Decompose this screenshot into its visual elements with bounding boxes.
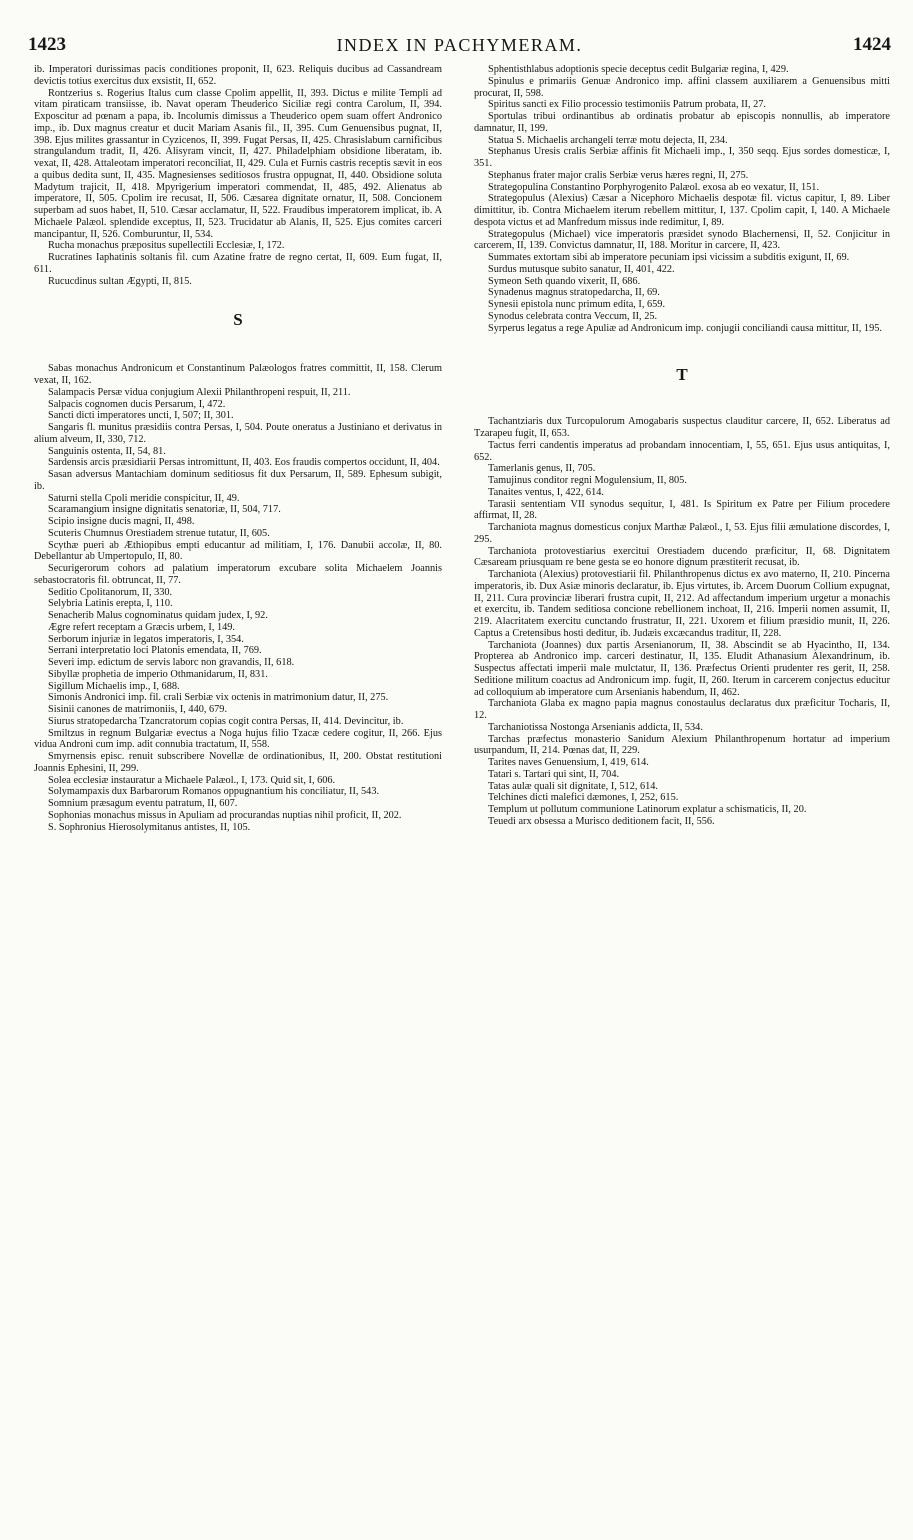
index-entry: Smiltzus in regnum Bulgariæ evectus a Noga hujus filio Tzacæ cedere cogitur, II, 266. Ejus vidua Androni cum imp. adit connubia tractatum, II, 558. <box>34 727 442 751</box>
index-entry: Sportulas tribui ordinantibus ab ordinatis probatur ab episcopis nonnullis, ab imperatore damnatur, II, 199. <box>474 111 890 134</box>
index-entry: Senacherib Malus cognominatus quidam judex, I, 92. <box>48 610 268 621</box>
index-entry: Spiritus sancti ex Filio processio testimoniis Patrum probata, II, 27. <box>488 99 766 111</box>
section-letter-s: S <box>233 310 243 330</box>
index-entry: Solea ecclesiæ instauratur a Michaele Palæol., I, 173. Quid sit, I, 606. <box>48 774 336 786</box>
index-entry: Symeon Seth quando vixerit, II, 686. <box>488 275 641 287</box>
index-entry: Sardensis arcis præsidiarii Persas intromittunt, II, 403. Eos fraudis compertos occidunt, II, 404. <box>48 457 440 469</box>
index-entry: Telchines dicti malefici dæmones, I, 252, 615. <box>488 792 679 804</box>
index-entry: Ægre refert receptam a Græcis urbem, I, 149. <box>48 621 235 633</box>
index-entry: Severi imp. edictum de servis laborc non gravandis, II, 618. <box>48 657 295 668</box>
index-entry: Smyrnensis episc. renuit subscribere Novellæ de ordinationibus, II, 200. Obstat restitutioni Joannis Ephesini, II, 299. <box>34 751 442 774</box>
index-entry: Rucha monachus præpositus supellectili Ecclesiæ, I, 172. <box>48 240 285 252</box>
index-entry: Serborum injuriæ in legatos imperatoris, I, 354. <box>48 633 244 645</box>
index-entry: Scuteris Chumnus Orestiadem strenue tutatur, II, 605. <box>48 527 270 539</box>
index-entry: Seditio Cpolitanorum, II, 330. <box>48 586 173 598</box>
section-letter-t: T <box>676 365 688 385</box>
index-entry: Rucucdinus sultan Ægypti, II, 815. <box>48 275 192 287</box>
index-entry: Synesii epistola nunc primum edita, I, 659. <box>488 299 666 310</box>
index-entry: Tamujinus conditor regni Mogulensium, II, 805. <box>488 475 687 486</box>
index-entry: Sphentisthlabus adoptionis specie deceptus cedit Bulgariæ regina, I, 429. <box>488 64 789 75</box>
index-entry: Templum ut pollutum communione Latinorum explatur a schismaticis, II, 20. <box>488 804 807 815</box>
index-entry: Synodus celebrata contra Veccum, II, 25. <box>488 310 658 322</box>
index-entry: Saturni stella Cpoli meridie conspicitur, II, 49. <box>48 492 240 504</box>
index-entry: Tarchaniota (Alexius) protovestiarii fil. Philanthropenus dictus ex avo materno, II, 210. Pincerna imperatoris, ib. Dux Asiæ minoris declaratur, ib. Ejus virtutes, ib. Arcem Duorum Collium expugnat, II, 211. Cura provinciæ liberari frustra cupit, II, 212. Ad affectandum imperium urgetur a monachis et exercitu, ib. Tandem seditiosa concione rebellionem inchoat, II, 216. Imperii nomen assumit, II, 219. Alacritatem exercitu cunctando frustratur, II, 221. Uxorem et filium præsidio munit, II, 226. Captus a Cretensibus hosti deditur, ib. Judæis excæcandus traditur, II, 228. <box>474 569 890 639</box>
index-entry: Teuedi arx obsessa a Murisco deditionem facit, II, 556. <box>488 815 715 827</box>
index-entry: Tarites naves Genuensium, I, 419, 614. <box>488 757 649 768</box>
index-entry: Strategopulus (Alexius) Cæsar a Nicephoro Michaelis despotæ fil. victus capitur, I, 89. Liber dimittitur, ib. Contra Michaelem iterum rebellem mittitur, I, 137. Cpolim capit, I, 140. A Michaele despota victus et ad Manfredum missus inde redimitur, I, 89. <box>474 193 890 228</box>
index-entry: Scaramangium insigne dignitatis senatoriæ, II, 504, 717. <box>48 504 281 516</box>
index-entry: Summates extortam sibi ab imperatore pecuniam ipsi vicissim a subditis exigunt, II, 69. <box>488 252 850 263</box>
index-entry: Stephanus frater major cralis Serbiæ verus hæres regni, II, 275. <box>488 169 749 181</box>
index-entry: Syrperus legatus a rege Apuliæ ad Andronicum imp. conjugii conciliandi causa mittitur, II, 195. <box>488 322 882 334</box>
index-entry: Sophonias monachus missus in Apuliam ad procurandas nuptias nihil proficit, II, 202. <box>48 809 402 821</box>
index-entry: Sancti dicti imperatores uncti, I, 507; II, 301. <box>48 410 234 422</box>
left-entries-after <box>34 363 442 833</box>
index-entry: Tachantziaris dux Turcopulorum Amogabaris suspectus clauditur carcere, II, 652. Liberatus ad Tzarapeu fugit, II, 653. <box>474 416 890 439</box>
index-entry: Scythæ pueri ab Æthiopibus empti educantur ad militiam, I, 176. Danubii accolæ, II, 80. Debellantur ab Umpertopulo, II, 80. <box>34 539 442 563</box>
index-entry: Serrani interpretatio loci Platonis emendata, II, 769. <box>48 645 262 657</box>
index-entry: Selybria Latinis erepta, I, 110. <box>48 598 173 610</box>
right-column <box>474 64 890 828</box>
index-entry: Scipio insigne ducis magni, II, 498. <box>48 516 195 527</box>
index-entry: Somnium præsagum eventu patratum, II, 607. <box>48 798 238 809</box>
right-entries-before <box>474 64 890 334</box>
index-entry: S. Sophronius Hierosolymitanus antistes, II, 105. <box>48 821 251 833</box>
index-entry: Surdus mutusque subito sanatur, II, 401, 422. <box>488 263 675 275</box>
page-number-right: 1424 <box>853 34 891 55</box>
index-entry: Tarasii sententiam VII synodus sequitur, I, 481. Is Spiritum ex Patre per Filium procedere affirmat, II, 28. <box>474 498 890 522</box>
index-entry: Tarchaniota magnus domesticus conjux Marthæ Palæol., I, 53. Ejus filii æmulatione discordes, I, 295. <box>474 522 890 545</box>
index-entry: Sigillum Michaelis imp., I, 688. <box>48 680 180 692</box>
index-entry: Tarchaniota protovestiarius exercitui Orestiadem ducendo præficitur, II, 68. Dignitatem Cæsaream priusquam re bene gesta se eo honore dignum præstiterit recusat, ib. <box>474 545 890 569</box>
index-entry: Rontzerius s. Rogerius Italus cum classe Cpolim appellit, II, 393. Dictus e milite Templi ad vitam piraticam transiisse, ib. Navat operam Theuderico Siciliæ regi contra Carolum, II, 394. Exposcitur ad pœnam a papa, ib. Incolumis dimissus a Theuderico opem suam offert Andronico imp., ib. Dux magnus creatur et ducit Mariam Asanis fil., II, 395. Cum Genuensibus pugnat, II, 398. Ejus milites grassantur in Cyzicenos, II, 399. Fugat Persas, II, 425. Chrasislabum carnificibus strangulandum tradit, II, 426. Alisyram vincit, II, 427. Philadelphiam obsidione liberatam, ib. vexat, II, 428. Attaleotam imperatori reconciliat, II, 429. Cula et Furnis castris receptis sævit in eos a quibus dedita sunt, II, 435. Magnesienses seditiosos frustra oppugnat, II, 440. Obsidione soluta Madytum trajicit, II, 418. Mpyrigerium imperatori commendat, II, 485, 492. Alienatus ab imperatore, II, 505. Cpolim ire recusat, II, 506. Cæsarea dignitate ornatur, II, 508. Concionem superbam ad suos habet, II, 510. Cæsar acclamatur, II, 522. Fraudibus imperatorem implicat, ib. A Michaele Palæol. splendide exceptus, II, 523. Trucidatur ab Alanis, II, 525. Ejus comites carceri mancipantur, II, 526. Comburuntur, II, 534. <box>34 87 442 240</box>
page-title: INDEX IN PACHYMERAM. <box>336 35 583 55</box>
index-entry: Tarchas præfectus monasterio Sanidum Alexium Philanthropenum hortatur ad imperium usurpandum, II, 214. Pœnas dat, II, 229. <box>474 733 890 757</box>
index-entry: Rucratines Iaphatinis soltanis fil. cum Azatine fratre de regno certat, II, 609. Eum fugat, II, 611. <box>34 252 442 275</box>
index-entry: Sabas monachus Andronicum et Constantinum Palæologos fratres committit, II, 158. Clerum vexat, II, 162. <box>34 363 442 386</box>
index-entry: ib. Imperatori durissimas pacis conditiones proponit, II, 623. Reliquis ducibus ad Cassandream devictis totius exercitus dux exsistit, II, 652. <box>34 64 442 87</box>
running-header <box>28 34 891 58</box>
index-entry: Strategopulus (Michael) vice imperatoris præsidet synodo Blachernensi, II, 52. Conjicitur in carcerem, II, 139. Convictus damnatur, II, 188. Moritur in carcere, II, 423. <box>474 228 890 252</box>
index-entry: Sasan adversus Mantachiam dominum seditiosus fit dux Persarum, II, 589. Ephesum subigit, ib. <box>34 469 442 492</box>
index-entry: Tarchaniotissa Nostonga Arsenianis addicta, II, 534. <box>488 721 703 733</box>
index-entry: Tarchaniota Glaba ex magno papia magnus conostaulus declaratus dux præficitur Tocharis, II, 12. <box>474 698 890 721</box>
index-entry: Simonis Andronici imp. fil. crali Serbiæ vix octenis in matrimonium datur, II, 275. <box>48 692 389 704</box>
index-entry: Synadenus magnus stratopedarcha, II, 69. <box>488 287 660 299</box>
index-entry: Tarchaniota (Joannes) dux partis Arsenianorum, II, 38. Abscindit se ab Hyacintho, II, 134. Propterea ab Andronico imp. carceri destinatur, II, 135. Eludit Athanasium Alexandrinum, ib. Suspectus affectati imperii male mulctatur, II, 136. Præfectus Orienti prudenter res gerit, II, 258. Seditione militum coactus ad Andronicum imp. fugit, II, 260. Iterum in carcerem conjectus educitur ad colloquium ab imperatore cum Arsenianis habendum, II, 462. <box>474 639 890 698</box>
index-entry: Tactus ferri candentis imperatus ad probandam innocentiam, I, 55, 651. Ejus usus antiquitas, I, 652. <box>474 439 890 463</box>
right-entries-after <box>474 416 890 827</box>
index-entry: Sisinii canones de matrimoniis, I, 440, 679. <box>48 704 228 715</box>
index-entry: Tamerlanis genus, II, 705. <box>488 463 596 475</box>
index-entry: Sangaris fl. munitus præsidiis contra Persas, I, 504. Poute oneratus a Justiniano et derivatus in alium alveum, II, 330, 712. <box>34 422 442 445</box>
index-entry: Sanguinis ostenta, II, 54, 81. <box>48 445 166 457</box>
index-entry: Securigerorum cohors ad palatium imperatorum excubare solita Michaelem Joannis sebastocratoris fil. obtruncat, II, 77. <box>34 563 442 586</box>
index-entry: Tatari s. Tartari qui sint, II, 704. <box>488 768 620 780</box>
left-column <box>34 64 442 833</box>
index-entry: Statua S. Michaelis archangeli terræ motu dejecta, II, 234. <box>488 134 728 146</box>
index-entry: Salampacis Persæ vidua conjugium Alexii Philanthropeni respuit, II, 211. <box>48 386 351 398</box>
page-number-left: 1423 <box>28 34 66 55</box>
index-entry: Stephanus Uresis cralis Serbiæ affinis fit Michaeli imp., I, 350 seqq. Ejus sordes domesticæ, I, 351. <box>474 146 890 169</box>
index-entry: Strategopulina Constantino Porphyrogenito Palæol. exosa ab eo vexatur, II, 151. <box>488 181 820 193</box>
left-entries-before <box>34 64 442 287</box>
index-entry: Salpacis cognomen ducis Persarum, I, 472. <box>48 398 226 410</box>
index-entry: Siurus stratopedarcha Tzancratorum copias cogit contra Persas, II, 414. Devincitur, ib. <box>48 715 404 727</box>
index-entry: Sibyllæ prophetia de imperio Othmanidarum, II, 831. <box>48 668 268 680</box>
index-entry: Spinulus e primariis Genuæ Andronico imp. affini classem auxiliarem a Genuensibus mitti procurat, II, 598. <box>474 75 890 99</box>
index-entry: Tanaites ventus, I, 422, 614. <box>488 486 604 498</box>
index-entry: Solymampaxis dux Barbarorum Romanos oppugnantium his conciliatur, II, 543. <box>48 786 380 798</box>
index-entry: Tatas aulæ quali sit dignitate, I, 512, 614. <box>488 780 659 792</box>
